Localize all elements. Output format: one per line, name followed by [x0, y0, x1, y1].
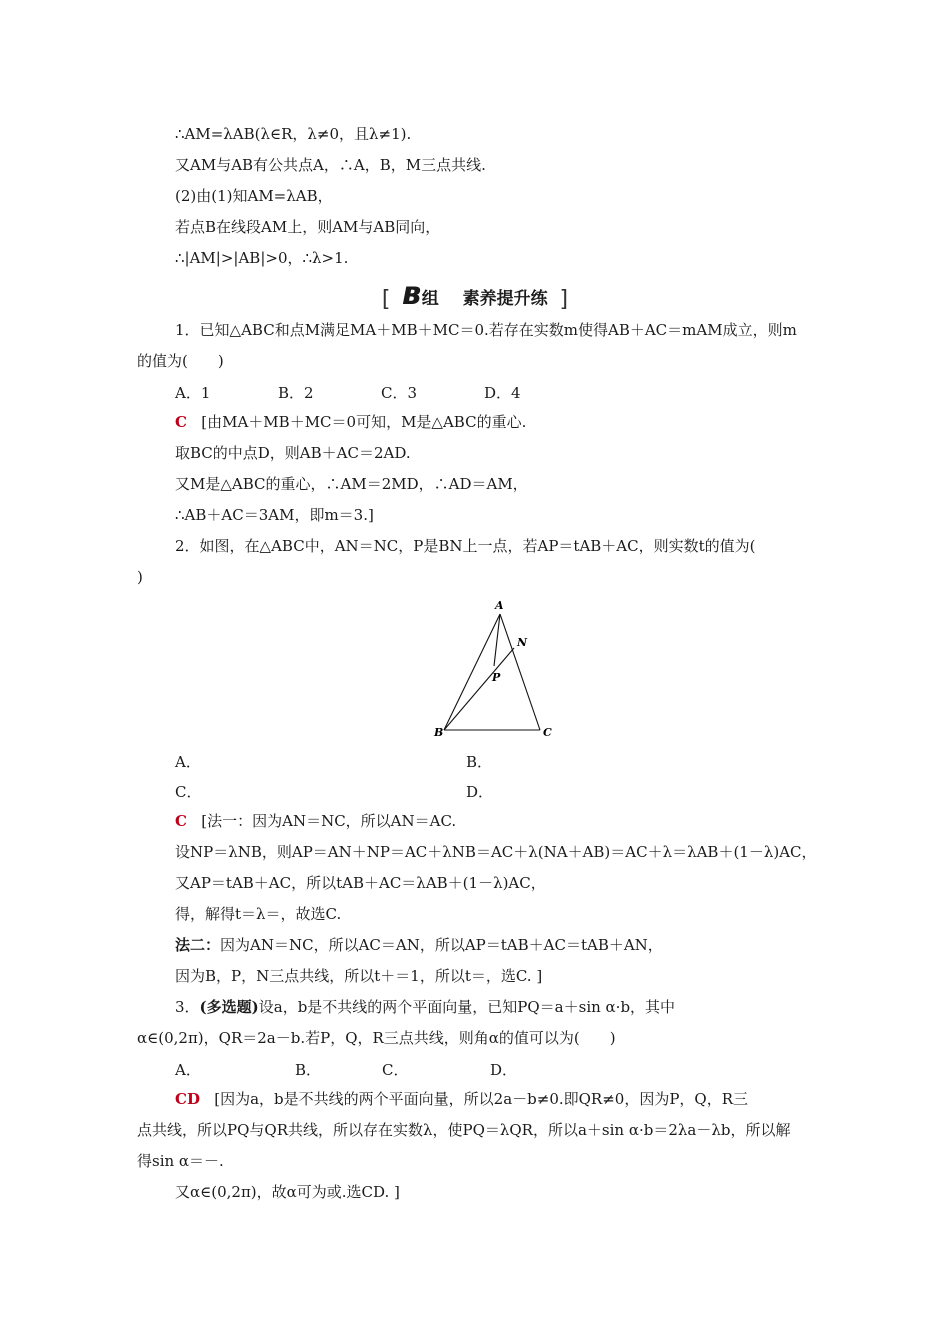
q3-stem-text-1: 设a，b是不共线的两个平面向量，已知PQ＝a＋sin α·b，其中 — [258, 998, 676, 1016]
q1-stem-line-1: 1．已知△ABC和点M满足MA＋MB＋MC＝0.若存在实数m使得AB＋AC＝mAM成立，则m — [175, 321, 797, 339]
label-p: P — [492, 671, 501, 684]
label-n: N — [517, 636, 528, 649]
q3-solution-line-4: 又α∈(0,2π)，故α可为或.选CD. ] — [175, 1183, 400, 1201]
prev-solution-line-4: 若点B在线段AM上，则AM与AB同向， — [175, 218, 441, 236]
q2-answer: C — [175, 812, 187, 830]
q2-option-c: C． — [175, 783, 202, 801]
label-b: B — [434, 726, 444, 739]
prev-solution-line-5: ∴|AM|>|AB|>0，∴λ>1. — [175, 249, 349, 267]
q2-solution-line-5 — [175, 935, 663, 955]
segment-bn — [444, 648, 514, 730]
prev-solution-line-1: ∴AM=λAB(λ∈R，λ≠0，且λ≠1). — [175, 125, 412, 143]
label-a: A — [495, 599, 504, 612]
q3-option-a: A． — [175, 1061, 201, 1079]
q1-option-b: B．2 — [278, 384, 314, 402]
q3-number: 3． — [175, 998, 200, 1016]
q2-solution-line-6: 因为B，P，N三点共线，所以t＋＝1，所以t＝，选C. ] — [175, 967, 543, 985]
prev-solution-line-3: (2)由(1)知AM=λAB， — [175, 187, 333, 205]
section-heading — [0, 282, 950, 312]
q3-stem-line-1 — [175, 997, 675, 1017]
q1-answer: C — [175, 413, 187, 431]
q3-option-d: D． — [490, 1061, 518, 1079]
segment-ac — [500, 614, 540, 730]
q2-option-a: A． — [175, 753, 201, 771]
q3-stem-line-2: α∈(0,2π)，QR＝2a－b.若P，Q，R三点共线，则角α的值可以为( ) — [137, 1029, 616, 1047]
section-open-bracket: [ — [381, 287, 391, 312]
q2-option-b: B． — [466, 753, 493, 771]
q2-option-d: D． — [466, 783, 494, 801]
prev-solution-line-2: 又AM与AB有公共点A，∴A，B，M三点共线. — [175, 156, 486, 174]
q2-solution-line-4: 得，解得t＝λ＝，故选C. — [175, 905, 342, 923]
q2-triangle-figure — [430, 596, 560, 742]
q1-solution-line-4: ∴AB＋AC＝3AM，即m＝3.] — [175, 506, 374, 524]
q2-solution-line-2: 设NP＝λNB，则AP＝AN＋NP＝AC＋λNB＝AC＋λ(NA＋AB)＝AC＋λ＝λAB＋(1－λ)AC， — [175, 843, 817, 861]
q1-solution-line-3: 又M是△ABC的重心，∴AM＝2MD，∴AD＝AM， — [175, 475, 528, 493]
section-close-bracket: ] — [559, 287, 569, 312]
q3-solution-line-2: 点共线，所以PQ与QR共线，所以存在实数λ，使PQ＝λQR，所以a＋sin α·b＝2λa－λb，所以解 — [137, 1121, 791, 1139]
q1-stem-line-2: 的值为( ) — [137, 352, 224, 370]
q2-stem-line-2: ) — [137, 568, 143, 586]
q3-solution-text-1: [因为a，b是不共线的两个平面向量，所以2a－b≠0.即QR≠0，因为P，Q，R三 — [214, 1090, 749, 1108]
q1-solution-text-1: [由MA＋MB＋MC＝0可知，M是△ABC的重心. — [201, 413, 527, 431]
q2-solution-line-1 — [175, 811, 456, 831]
q3-solution-line-1 — [175, 1089, 748, 1109]
q2-method-two-label: 法二： — [175, 936, 221, 954]
section-b-mark: B — [402, 282, 420, 310]
q2-solution-line-3: 又AP＝tAB＋AC，所以tAB＋AC＝λAB＋(1－λ)AC， — [175, 874, 546, 892]
q2-solution-head: [法一：因为AN＝NC，所以AN＝AC. — [201, 812, 457, 830]
q3-option-c: C． — [382, 1061, 409, 1079]
label-c: C — [543, 726, 552, 739]
q3-multi-select-tag: (多选题) — [199, 998, 259, 1016]
q1-option-a: A．1 — [175, 384, 211, 402]
q2-solution-text-5: 因为AN＝NC，所以AC＝AN，所以AP＝tAB＋AC＝tAB＋AN， — [220, 936, 663, 954]
q3-answer: CD — [175, 1090, 200, 1108]
segment-ap — [494, 614, 500, 666]
q1-option-d: D．4 — [484, 384, 521, 402]
section-name: 素养提升练 — [462, 289, 548, 309]
section-zu: 组 — [421, 289, 439, 309]
q3-solution-line-3: 得sin α＝－. — [137, 1152, 224, 1170]
q1-solution-line-2: 取BC的中点D，则AB＋AC＝2AD. — [175, 444, 411, 462]
q1-option-c: C．3 — [381, 384, 418, 402]
q3-option-b: B． — [295, 1061, 322, 1079]
q2-stem-line-1: 2．如图，在△ABC中，AN＝NC，P是BN上一点，若AP＝tAB＋AC，则实数t的值为( — [175, 537, 756, 555]
q1-solution-line-1 — [175, 412, 526, 432]
